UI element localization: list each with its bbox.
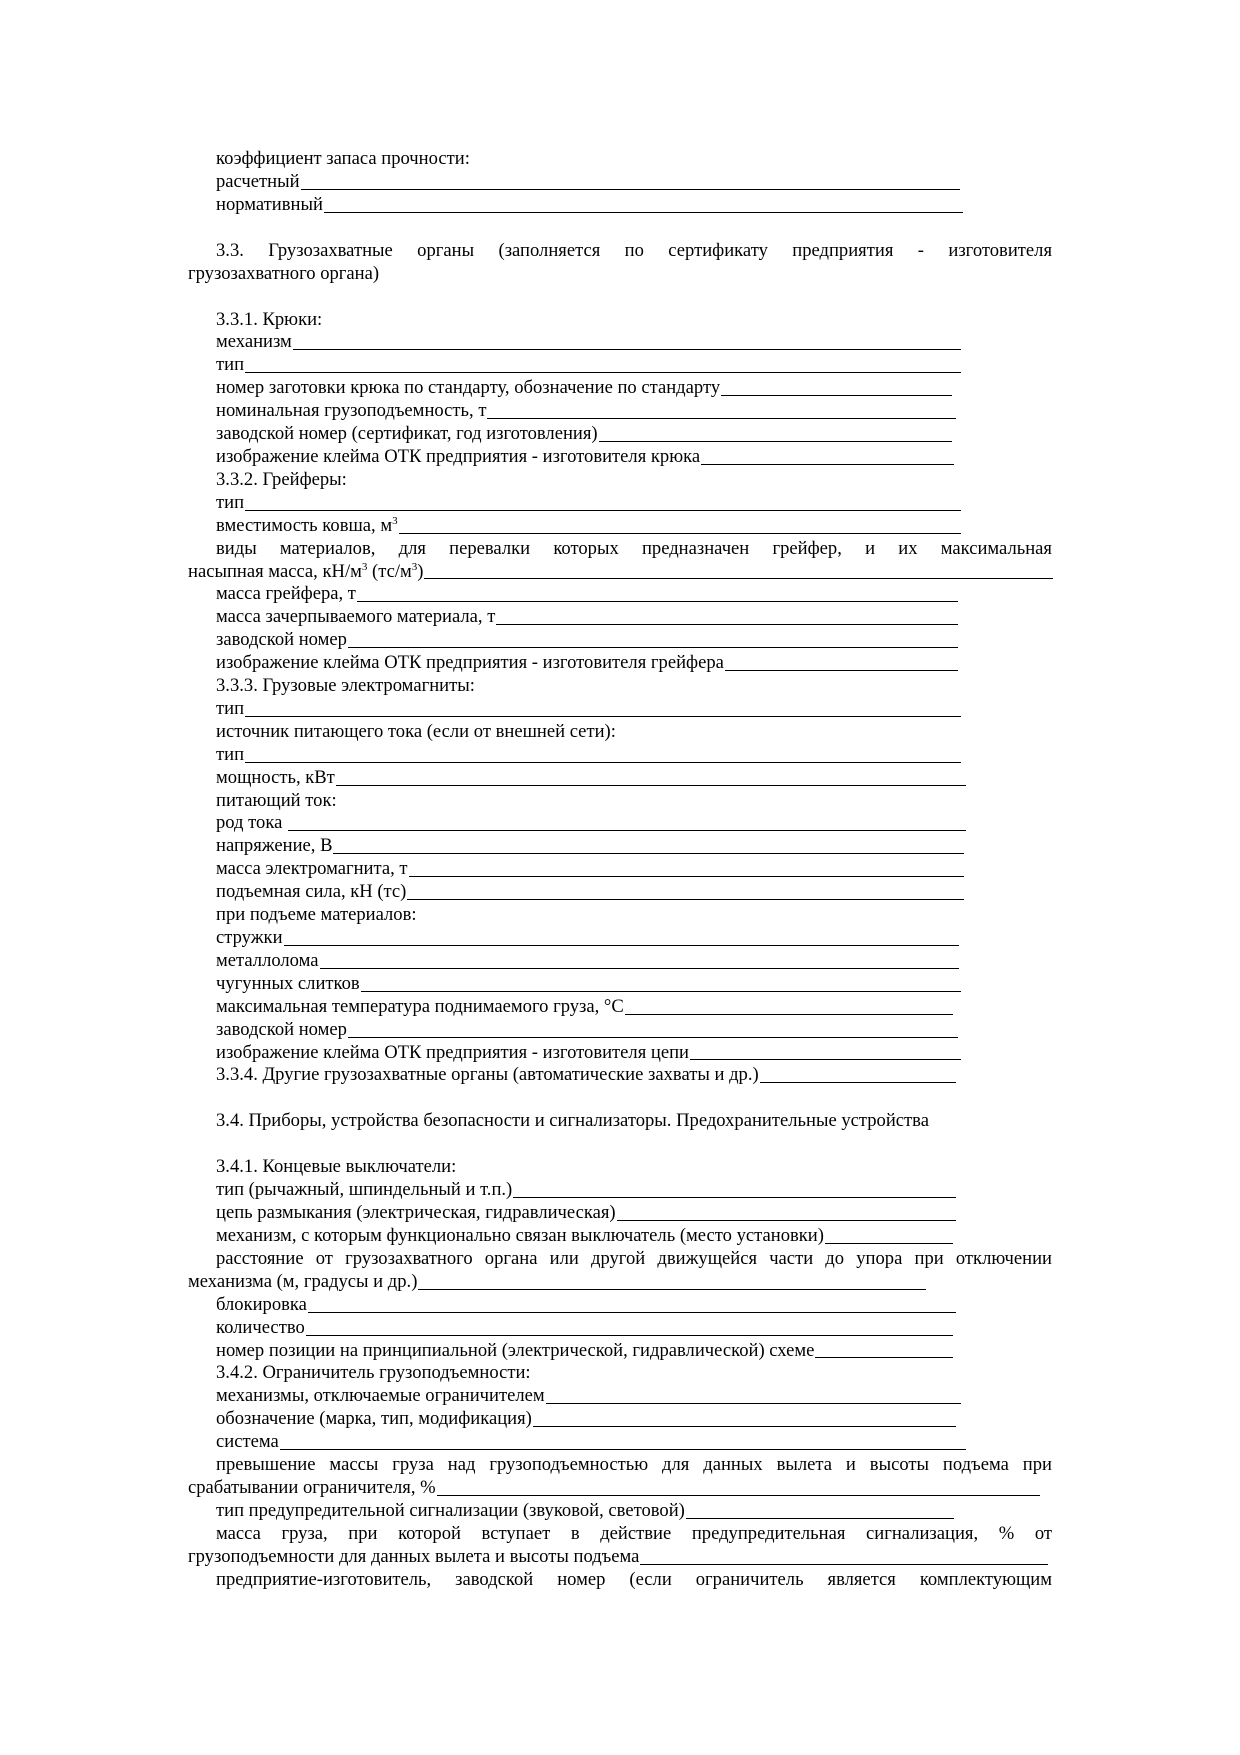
blank-line[interactable] [686,1517,954,1519]
field-label: срабатывании ограничителя, % [188,1476,436,1498]
blank-line[interactable] [513,1196,956,1198]
subsection-heading: 3.3.1. Крюки: [216,308,323,330]
field-label: заводской номер (сертификат, год изготовления) [216,423,598,445]
blank-line[interactable] [306,1334,953,1336]
form-field-row [188,377,952,400]
field-label: масса электромагнита, т [216,858,408,880]
form-field-row [188,400,956,423]
form-field-row [188,1225,953,1248]
blank-line[interactable] [348,646,958,648]
form-field-row [188,606,958,629]
form-field-row [188,1431,966,1454]
field-label: механизма (м, градусы и др.) [188,1270,418,1292]
field-label: тип (рычажный, шпиндельный и т.п.) [216,1179,513,1201]
text-line: источник питающего тока (если от внешней сети): [216,720,616,742]
form-field-row [188,1477,1040,1500]
form-field-row [188,331,961,354]
form-field-row [188,583,958,606]
form-field-row [188,950,959,973]
blank-line[interactable] [284,944,959,946]
blank-line[interactable] [288,829,966,831]
field-label: тип [216,491,245,513]
field-label: стружки [216,927,283,948]
field-label: количество [216,1316,305,1338]
field-label: максимальная температура поднимаемого груза, °С [216,995,624,1017]
form-field-row [188,698,961,721]
blank-line[interactable] [361,990,961,992]
form-field-row [188,1500,954,1523]
blank-line[interactable] [320,967,959,969]
blank-line[interactable] [437,1494,1040,1496]
form-field-row [188,835,964,858]
form-field-row [188,881,964,904]
blank-line[interactable] [293,348,961,350]
field-label: изображение клейма ОТК предприятия - изготовителя крюка [216,445,701,467]
form-field-row [188,492,961,515]
blank-line[interactable] [825,1242,953,1244]
form-field-row [188,446,954,469]
form-field-row [188,927,959,950]
field-label: номер позиции на принципиальной (электрической, гидравлической) схеме [216,1339,815,1361]
blank-line[interactable] [348,1036,958,1038]
blank-line[interactable] [409,875,964,877]
form-field-row [188,1340,953,1363]
field-label: чугунных слитков [216,972,360,994]
blank-line[interactable] [418,1288,926,1290]
field-label: масса грейфера, т [216,583,356,605]
section-heading-3-3-cont: грузозахватного органа) [188,262,380,284]
form-field-row [188,194,963,217]
paragraph: предприятие-изготовитель, заводской номер (если ограничитель является комплектующим [216,1568,1052,1590]
blank-line[interactable] [815,1356,953,1358]
field-label: вместимость ковша, $м^3$ [216,514,398,536]
field-label: заводской номер [216,1018,347,1040]
blank-line[interactable] [424,577,1053,579]
blank-line[interactable] [245,509,961,511]
form-field-row [188,858,964,881]
field-label: нормативный [216,193,323,215]
subsection-heading: 3.3.3. Грузовые электромагниты: [216,675,475,697]
form-field-row [188,1202,956,1225]
field-label: подъемная сила, кН (тс) [216,881,407,903]
form-field-row [188,744,961,767]
form-field-row [188,767,966,790]
form-field-row [188,1317,953,1340]
section-heading-3-4: 3.4. Приборы, устройства безопасности и сигнализаторы. Предохранительные устройства [216,1110,929,1132]
blank-line[interactable] [357,600,958,602]
blank-line[interactable] [301,188,960,190]
blank-line[interactable] [336,784,966,786]
text-line: питающий ток: [216,789,337,811]
subsection-heading: 3.3.2. Грейферы: [216,468,347,490]
blank-line[interactable] [245,761,961,763]
blank-line[interactable] [760,1081,956,1083]
subsection-heading: 3.4.1. Концевые выключатели: [216,1156,457,1178]
blank-line[interactable] [245,715,961,717]
field-label: механизм [216,331,292,353]
field-label: тип [216,354,245,376]
form-field-row [188,973,961,996]
blank-line[interactable] [324,211,963,213]
blank-line[interactable] [333,852,964,854]
form-field-row [188,652,958,675]
field-label: обозначение (марка, тип, модификация) [216,1408,532,1430]
document-page [188,148,1052,1591]
blank-line[interactable] [640,1563,1048,1565]
field-label: номер заготовки крюка по стандарту, обозначение по стандарту [216,377,721,399]
section-heading-3-3: 3.3. Грузозахватные органы (заполняется по сертификату предприятия - изготовителя [216,239,1052,261]
paragraph: масса груза, при которой вступает в действие предупредительная сигнализация, % от [216,1522,1052,1544]
form-field-row [188,1179,956,1202]
field-label: изображение клейма ОТК предприятия - изготовителя цепи [216,1041,690,1063]
blank-line[interactable] [533,1425,956,1427]
blank-line[interactable] [496,623,958,625]
blank-line[interactable] [546,1402,961,1404]
form-field-row [188,171,960,194]
form-field-row [188,1271,926,1294]
blank-line[interactable] [308,1311,956,1313]
blank-line[interactable] [721,394,952,396]
text-line: коэффициент запаса прочности: [216,148,470,169]
form-field-row [188,629,958,652]
blank-line[interactable] [725,669,958,671]
field-label: металлолома [216,949,319,971]
paragraph: расстояние от грузозахватного органа или другой движущейся части до упора при отключении [216,1247,1052,1269]
paragraph: превышение массы груза над грузоподъемностью для данных вылета и высоты подъема при [216,1454,1052,1476]
blank-line[interactable] [599,440,952,442]
field-label: цепь размыкания (электрическая, гидравлическая) [216,1202,616,1224]
form-field-row [188,1064,956,1087]
field-label: род тока [216,812,287,834]
field-label: блокировка [216,1293,307,1315]
blank-line[interactable] [280,1448,966,1450]
field-label: тип предупредительной сигнализации (звуковой, световой) [216,1499,685,1521]
field-label: тип [216,743,245,765]
form-field-row [188,515,961,538]
blank-line[interactable] [399,532,961,534]
form-field-row [188,996,953,1019]
blank-line[interactable] [625,1013,953,1015]
form-field-row [188,423,952,446]
field-label: номинальная грузоподъемность, т [216,400,487,422]
paragraph: виды материалов, для перевалки которых предназначен грейфер, и их максимальная [216,537,1052,559]
blank-line[interactable] [617,1219,956,1221]
field-label: грузоподъемности для данных вылета и высоты подъема [188,1545,640,1567]
field-label: мощность, кВт [216,766,335,788]
field-label: изображение клейма ОТК предприятия - изготовителя грейфера [216,652,724,674]
field-label: расчетный [216,170,300,192]
form-field-row [188,1019,958,1042]
form-field-row [188,1042,961,1065]
field-label: 3.3.4. Другие грузозахватные органы (автоматические захваты и др.) [216,1064,759,1086]
form-field-row [188,1546,1048,1569]
form-field-row [188,354,961,377]
form-field-row [188,1294,956,1317]
subsection-heading: 3.4.2. Ограничитель грузоподъемности: [216,1362,531,1384]
field-label: тип [216,697,245,719]
form-field-row [188,812,966,835]
blank-line[interactable] [690,1058,961,1060]
field-label: масса зачерпываемого материала, т [216,606,496,628]
blank-line[interactable] [487,417,956,419]
field-label: напряжение, В [216,835,333,857]
form-field-row [188,1385,961,1408]
blank-line[interactable] [701,463,954,465]
blank-line[interactable] [407,898,964,900]
blank-line[interactable] [245,371,961,373]
form-field-row [188,561,1053,584]
text-line: при подъеме материалов: [216,904,417,926]
form-field-row [188,1408,956,1431]
field-label: насыпная масса, $кН/м^3$ $(тс/м^3)$ [188,560,424,582]
field-label: заводской номер [216,629,347,651]
field-label: система [216,1431,279,1453]
field-label: механизмы, отключаемые ограничителем [216,1385,545,1407]
field-label: механизм, с которым функционально связан выключатель (место установки) [216,1224,824,1246]
